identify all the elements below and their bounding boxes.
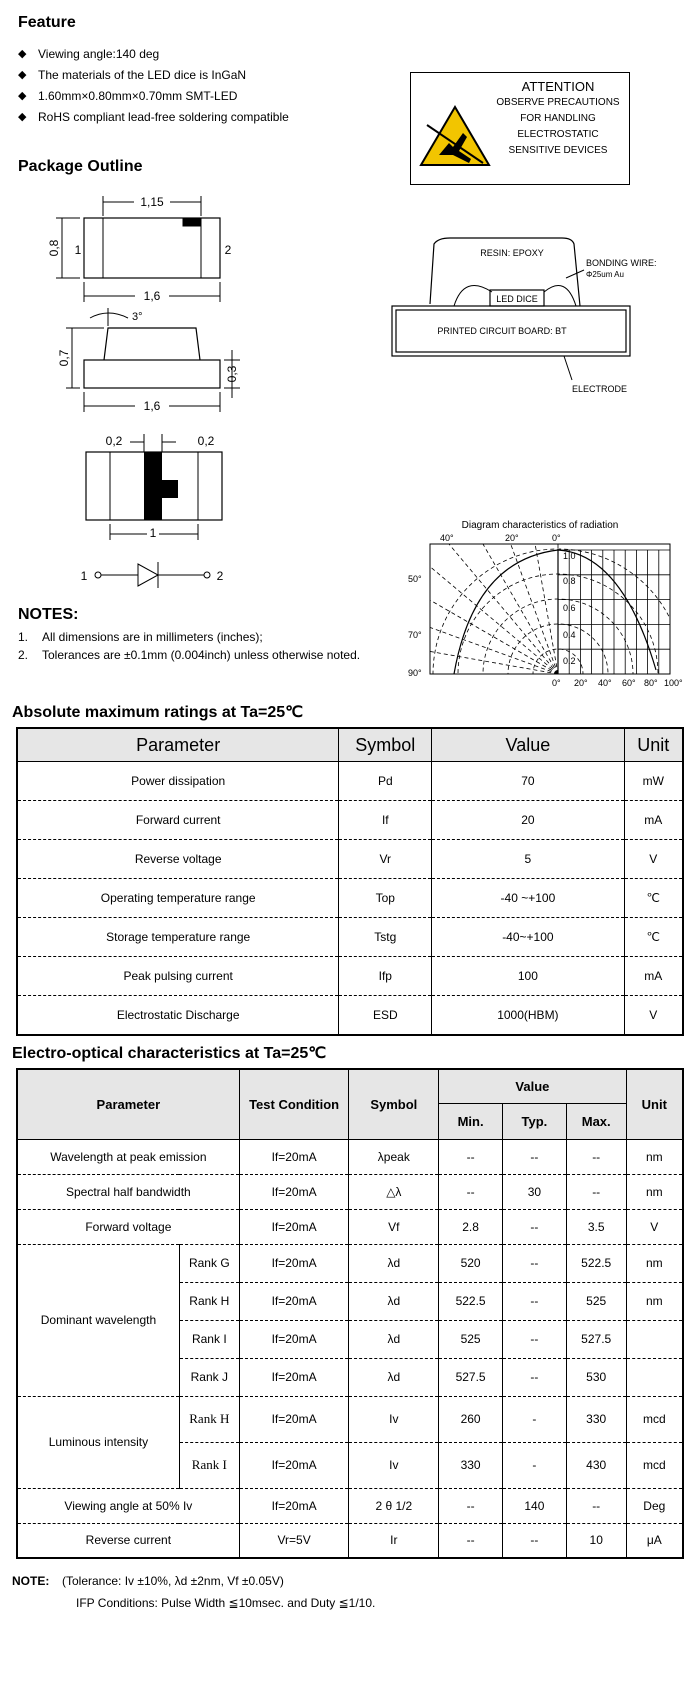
table-cell: -- bbox=[439, 1488, 503, 1523]
eo-table bbox=[16, 1068, 684, 1559]
table-cell: Vr bbox=[339, 840, 432, 879]
table-cell: Vf bbox=[349, 1209, 439, 1244]
table-cell: 522.5 bbox=[566, 1244, 626, 1282]
table-row bbox=[17, 996, 683, 1036]
table-cell: -- bbox=[439, 1174, 503, 1209]
dimension-label: 0,3 bbox=[225, 365, 239, 383]
side-view bbox=[66, 308, 240, 412]
angle-label: 0° bbox=[552, 533, 561, 543]
table-cell: 530 bbox=[566, 1358, 626, 1396]
table-cell: λd bbox=[349, 1320, 439, 1358]
list-item bbox=[18, 628, 360, 646]
column-header: Unit bbox=[626, 1069, 683, 1139]
table-cell: If=20mA bbox=[239, 1209, 349, 1244]
table-cell: 70 bbox=[432, 762, 624, 801]
table-row bbox=[17, 879, 683, 918]
dimension-label: 1,6 bbox=[143, 289, 161, 303]
table-cell: Iv bbox=[349, 1442, 439, 1488]
table-cell: 1000(HBM) bbox=[432, 996, 624, 1036]
dimension-label: 3° bbox=[132, 311, 143, 323]
list-item bbox=[18, 646, 360, 664]
table-cell: Ifp bbox=[339, 957, 432, 996]
table-cell: mA bbox=[624, 801, 683, 840]
x-label: 60° bbox=[622, 678, 636, 688]
table-cell: 330 bbox=[566, 1396, 626, 1442]
angle-label: 90° bbox=[408, 668, 422, 678]
table-cell: If=20mA bbox=[239, 1396, 349, 1442]
table-cell: 525 bbox=[566, 1282, 626, 1320]
table-cell: -- bbox=[503, 1139, 567, 1174]
electrode-label: ELECTRODE bbox=[572, 384, 628, 394]
table-cell: -- bbox=[439, 1523, 503, 1558]
list-item bbox=[18, 44, 289, 65]
radiation-diagram bbox=[390, 532, 690, 712]
attention-text bbox=[491, 79, 625, 159]
table-cell: If=20mA bbox=[239, 1320, 349, 1358]
table-cell: 2.8 bbox=[439, 1209, 503, 1244]
angle-label: 70° bbox=[408, 630, 422, 640]
table-cell: 527.5 bbox=[566, 1320, 626, 1358]
table-cell: △λ bbox=[349, 1174, 439, 1209]
table-cell: Rank H bbox=[179, 1282, 239, 1320]
note-label: NOTE: bbox=[12, 1574, 50, 1588]
dimension-label: 1,6 bbox=[143, 399, 161, 413]
bottom-pad-shape bbox=[144, 452, 178, 520]
table-cell: nm bbox=[626, 1282, 683, 1320]
notes-title: NOTES: bbox=[18, 606, 79, 623]
table-header-row bbox=[17, 1069, 683, 1103]
table-row bbox=[17, 1244, 683, 1282]
table-cell: -40 ~+100 bbox=[432, 879, 624, 918]
table-cell: ℃ bbox=[624, 879, 683, 918]
angle-label: 40° bbox=[440, 533, 454, 543]
esd-warning-icon bbox=[419, 105, 491, 167]
list-item bbox=[18, 86, 289, 107]
x-label: 100° bbox=[664, 678, 683, 688]
column-header: Min. bbox=[439, 1103, 503, 1139]
table-cell: Viewing angle at 50% Iv bbox=[17, 1488, 239, 1523]
table-cell: ℃ bbox=[624, 918, 683, 957]
table-row bbox=[17, 1523, 683, 1558]
table-cell: V bbox=[626, 1209, 683, 1244]
table-cell: If=20mA bbox=[239, 1174, 349, 1209]
column-header: Value bbox=[439, 1069, 626, 1103]
notes-list bbox=[18, 628, 360, 664]
diamond-bullet-icon: ◆ bbox=[18, 48, 27, 60]
column-header: Symbol bbox=[339, 728, 432, 762]
table-cell: -- bbox=[439, 1139, 503, 1174]
attention-line: OBSERVE PRECAUTIONS bbox=[496, 97, 620, 108]
angle-label: 50° bbox=[408, 574, 422, 584]
table-row bbox=[17, 1139, 683, 1174]
table-cell: Iv bbox=[349, 1396, 439, 1442]
table-cell: Rank G bbox=[179, 1244, 239, 1282]
table-cell: 520 bbox=[439, 1244, 503, 1282]
table-cell: -- bbox=[503, 1282, 567, 1320]
diamond-bullet-icon: ◆ bbox=[18, 111, 27, 123]
bonding-wire-spec: Φ25um Au bbox=[586, 270, 624, 279]
table-cell: Reverse voltage bbox=[17, 840, 339, 879]
table-cell: mcd bbox=[626, 1442, 683, 1488]
note-text: Tolerances are ±0.1mm (0.004inch) unless otherwise noted. bbox=[42, 648, 361, 662]
resin-label: RESIN: EPOXY bbox=[480, 248, 544, 258]
x-label: 0° bbox=[552, 678, 561, 688]
table-cell: -- bbox=[566, 1488, 626, 1523]
table-cell bbox=[626, 1358, 683, 1396]
table-cell: Operating temperature range bbox=[17, 879, 339, 918]
column-header: Parameter bbox=[17, 1069, 239, 1139]
table-cell: 522.5 bbox=[439, 1282, 503, 1320]
feature-list bbox=[18, 44, 289, 128]
cross-section-diagram bbox=[370, 230, 670, 400]
column-header: Parameter bbox=[17, 728, 339, 762]
note-text: All dimensions are in millimeters (inches); bbox=[42, 630, 263, 644]
led-dice-label: LED DICE bbox=[496, 294, 538, 304]
table-cell: Wavelength at peak emission bbox=[17, 1139, 239, 1174]
attention-line: FOR HANDLING bbox=[520, 113, 596, 124]
polar-ray bbox=[405, 545, 558, 674]
table-cell bbox=[626, 1320, 683, 1358]
table-cell: If=20mA bbox=[239, 1442, 349, 1488]
table-cell: mA bbox=[624, 957, 683, 996]
radial-label: 0.2 bbox=[563, 656, 576, 666]
note-line: IFP Conditions: Pulse Width ≦10msec. and Duty ≦1/10. bbox=[76, 1596, 376, 1610]
dimension-label: 0,7 bbox=[57, 349, 71, 367]
dimension-label: 0,8 bbox=[47, 239, 61, 257]
table-cell: 5 bbox=[432, 840, 624, 879]
diamond-bullet-icon: ◆ bbox=[18, 69, 27, 81]
dimension-label: 0,2 bbox=[105, 434, 123, 448]
table-cell: nm bbox=[626, 1174, 683, 1209]
table-cell: Top bbox=[339, 879, 432, 918]
table-cell: Rank J bbox=[179, 1358, 239, 1396]
table-cell: If=20mA bbox=[239, 1358, 349, 1396]
table-cell: 140 bbox=[503, 1488, 567, 1523]
column-header: Test Condition bbox=[239, 1069, 349, 1139]
table-cell: V bbox=[624, 840, 683, 879]
x-label: 40° bbox=[598, 678, 612, 688]
table-cell: - bbox=[503, 1396, 567, 1442]
table-cell: If=20mA bbox=[239, 1139, 349, 1174]
table-cell: -- bbox=[503, 1320, 567, 1358]
table-row bbox=[17, 1209, 683, 1244]
feature-text: Viewing angle:140 deg bbox=[38, 47, 160, 61]
pin-label: 2 bbox=[216, 569, 224, 583]
pin-label: 1 bbox=[80, 569, 88, 583]
table-cell: Peak pulsing current bbox=[17, 957, 339, 996]
table-cell: ESD bbox=[339, 996, 432, 1036]
table-cell: 260 bbox=[439, 1396, 503, 1442]
pin-label: 2 bbox=[224, 243, 232, 257]
feature-text: The materials of the LED dice is InGaN bbox=[38, 68, 247, 82]
table-cell: Rank I bbox=[179, 1320, 239, 1358]
note-number: 2. bbox=[18, 648, 29, 662]
radiation-title: Diagram characteristics of radiation bbox=[461, 520, 619, 531]
table-cell: λpeak bbox=[349, 1139, 439, 1174]
table-row bbox=[17, 1396, 683, 1442]
table-cell: μA bbox=[626, 1523, 683, 1558]
table-row bbox=[17, 840, 683, 879]
table-cell: Reverse current bbox=[17, 1523, 239, 1558]
table-cell: 20 bbox=[432, 801, 624, 840]
table-cell: nm bbox=[626, 1244, 683, 1282]
table-cell: Spectral half bandwidth bbox=[17, 1174, 239, 1209]
feature-title: Feature bbox=[18, 14, 76, 31]
table-cell: Electrostatic Discharge bbox=[17, 996, 339, 1036]
table-cell: Forward voltage bbox=[17, 1209, 239, 1244]
package-drawing bbox=[0, 190, 380, 590]
x-label: 80° bbox=[644, 678, 658, 688]
abs-max-table bbox=[16, 727, 684, 1036]
table-cell: -- bbox=[503, 1523, 567, 1558]
table-cell: If bbox=[339, 801, 432, 840]
radial-label: 0.6 bbox=[563, 603, 576, 613]
table-row bbox=[17, 1488, 683, 1523]
table-cell: If=20mA bbox=[239, 1488, 349, 1523]
radial-label: 1.0 bbox=[563, 551, 576, 561]
polar-ray bbox=[490, 532, 558, 674]
angle-label: 20° bbox=[505, 533, 519, 543]
pin-label: 1 bbox=[74, 243, 82, 257]
table-cell: Pd bbox=[339, 762, 432, 801]
table-cell: -- bbox=[503, 1358, 567, 1396]
table-row bbox=[17, 1174, 683, 1209]
diode-symbol bbox=[95, 562, 210, 588]
abs-max-title: Absolute maximum ratings at Ta=25℃ bbox=[12, 704, 304, 721]
table-cell: Deg bbox=[626, 1488, 683, 1523]
radial-label: 0.8 bbox=[563, 576, 576, 586]
note-line: (Tolerance: Iv ±10%, λd ±2nm, Vf ±0.05V) bbox=[62, 1574, 284, 1588]
table-row bbox=[17, 762, 683, 801]
list-item bbox=[18, 107, 289, 128]
table-cell: If=20mA bbox=[239, 1282, 349, 1320]
table-cell: 430 bbox=[566, 1442, 626, 1488]
column-header: Typ. bbox=[503, 1103, 567, 1139]
table-cell: Power dissipation bbox=[17, 762, 339, 801]
note-number: 1. bbox=[18, 630, 29, 644]
column-header: Value bbox=[432, 728, 624, 762]
eo-title: Electro-optical characteristics at Ta=25℃ bbox=[12, 1045, 327, 1062]
table-cell: -- bbox=[566, 1174, 626, 1209]
table-cell: - bbox=[503, 1442, 567, 1488]
table-cell: 30 bbox=[503, 1174, 567, 1209]
table-cell: mcd bbox=[626, 1396, 683, 1442]
table-cell: 3.5 bbox=[566, 1209, 626, 1244]
table-cell: V bbox=[624, 996, 683, 1036]
table-cell: Rank H bbox=[179, 1396, 239, 1442]
column-header: Unit bbox=[624, 728, 683, 762]
table-cell: If=20mA bbox=[239, 1244, 349, 1282]
table-cell: Rank I bbox=[179, 1442, 239, 1488]
table-cell: 10 bbox=[566, 1523, 626, 1558]
column-header: Symbol bbox=[349, 1069, 439, 1139]
pcb-label: PRINTED CIRCUIT BOARD: BT bbox=[437, 326, 567, 336]
column-header: Max. bbox=[566, 1103, 626, 1139]
table-cell: 2 θ 1/2 bbox=[349, 1488, 439, 1523]
table-row bbox=[17, 918, 683, 957]
table-cell: 330 bbox=[439, 1442, 503, 1488]
table-cell: -- bbox=[503, 1209, 567, 1244]
table-cell: -40~+100 bbox=[432, 918, 624, 957]
table-cell: -- bbox=[503, 1244, 567, 1282]
attention-heading: ATTENTION bbox=[521, 79, 595, 94]
bonding-wire-label: BONDING WIRE: bbox=[586, 258, 657, 268]
feature-text: 1.60mm×0.80mm×0.70mm SMT-LED bbox=[38, 89, 238, 103]
table-row bbox=[17, 801, 683, 840]
attention-line: SENSITIVE DEVICES bbox=[508, 145, 608, 156]
table-cell: 527.5 bbox=[439, 1358, 503, 1396]
bottom-note bbox=[12, 1570, 375, 1614]
list-item bbox=[18, 65, 289, 86]
package-title: Package Outline bbox=[18, 158, 143, 175]
radial-label: 0.4 bbox=[563, 630, 576, 640]
feature-text: RoHS compliant lead-free soldering compatible bbox=[38, 110, 289, 124]
table-cell: Vr=5V bbox=[239, 1523, 349, 1558]
table-cell: Dominant wavelength bbox=[17, 1244, 179, 1396]
table-cell: Luminous intensity bbox=[17, 1396, 179, 1488]
x-label: 20° bbox=[574, 678, 588, 688]
table-cell: Ir bbox=[349, 1523, 439, 1558]
attention-line: ELECTROSTATIC bbox=[517, 129, 599, 140]
table-cell: 525 bbox=[439, 1320, 503, 1358]
table-cell: 100 bbox=[432, 957, 624, 996]
table-cell: λd bbox=[349, 1244, 439, 1282]
table-cell: λd bbox=[349, 1282, 439, 1320]
dimension-label: 1,15 bbox=[140, 195, 164, 209]
attention-box bbox=[410, 72, 630, 185]
table-cell: Tstg bbox=[339, 918, 432, 957]
table-row bbox=[17, 957, 683, 996]
dimension-label: 0,2 bbox=[197, 434, 215, 448]
table-cell: λd bbox=[349, 1358, 439, 1396]
dimension-label: 1 bbox=[149, 526, 157, 540]
table-cell: nm bbox=[626, 1139, 683, 1174]
table-cell: Forward current bbox=[17, 801, 339, 840]
diamond-bullet-icon: ◆ bbox=[18, 90, 27, 102]
table-header-row bbox=[17, 728, 683, 762]
table-cell: -- bbox=[566, 1139, 626, 1174]
table-cell: mW bbox=[624, 762, 683, 801]
table-cell: Storage temperature range bbox=[17, 918, 339, 957]
